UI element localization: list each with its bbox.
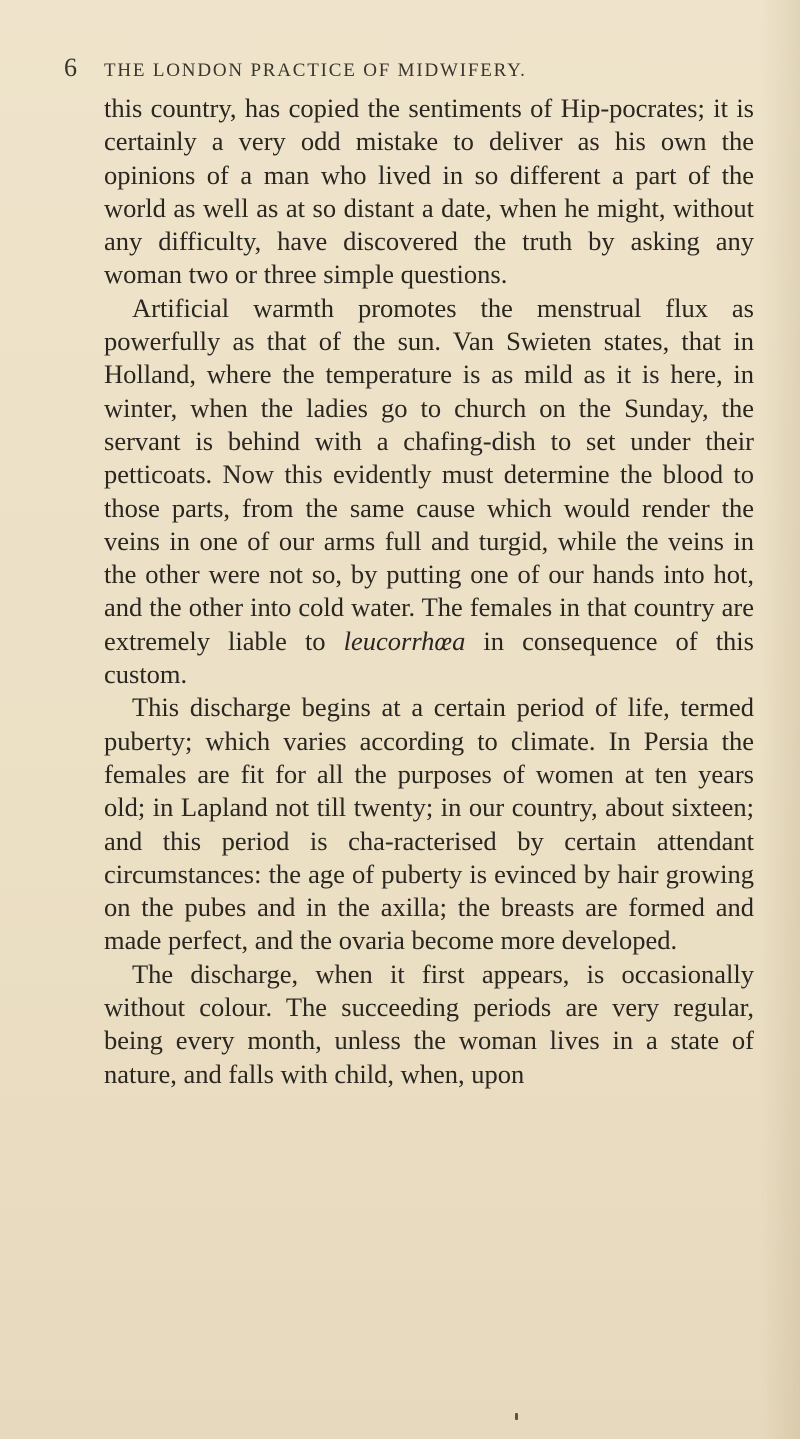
running-title: THE LONDON PRACTICE OF MIDWIFERY. bbox=[104, 60, 527, 81]
paragraph-2 bbox=[104, 292, 754, 692]
page-number: 6 bbox=[64, 53, 79, 82]
paragraph-1: this country, has copied the sentiments of Hip-pocrates; it is certainly a very odd mistake to deliver as his own the opinions of a man who lived in so different a part of the world as well as at so distant a date, when he might, without any difficulty, have discovered the truth by asking any woman two or three simple questions. bbox=[104, 93, 754, 290]
print-speck bbox=[515, 1413, 518, 1420]
paragraph-2-text-after: in consequence of this custom. bbox=[104, 625, 754, 690]
paragraph-3: This discharge begins at a certain period of life, termed puberty; which varies according to climate. In Persia the females are fit for all the purposes of women at ten years old; in Lapland not till twenty; in our country, about sixteen; and this period is cha-racterised by certain attendant circumstances: the age of puberty is evinced by hair growing on the pubes and in the axilla; the breasts are formed and made perfect, and the ovaria become more developed. bbox=[104, 692, 754, 956]
body-text bbox=[104, 92, 754, 1091]
italic-term: leucorrhœa bbox=[343, 625, 466, 656]
paragraph-4: The discharge, when it first appears, is occasionally without colour. The succeeding periods are very regular, being every month, unless the woman lives in a state of nature, and falls with child, when, upon bbox=[104, 958, 754, 1089]
running-head bbox=[64, 53, 744, 87]
paragraph-2-text-before: Artificial warmth promotes the menstrual flux as powerfully as that of the sun. Van Swieten states, that in Holland, where the temperature is as mild as it is here, in winter, when the ladies go to church on the Sunday, the servant is behind with a chafing-dish to set under their petticoats. Now this evidently must determine the blood to those parts, from the same cause which would render the veins in one of our arms full and turgid, while the veins in the other were not so, by putting one of our hands into hot, and the other into cold water. The females in that country are extremely liable to bbox=[104, 292, 754, 656]
